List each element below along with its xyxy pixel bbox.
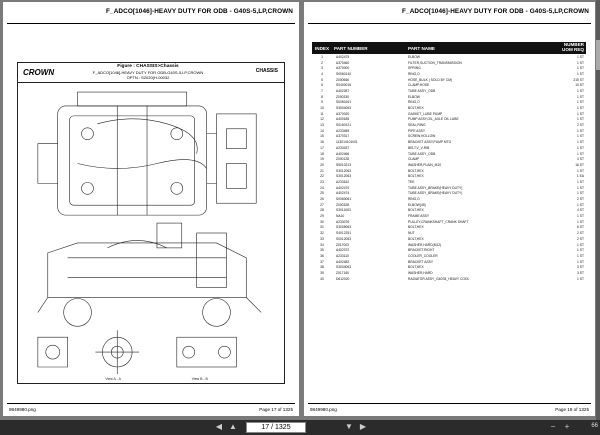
cell-qty-uom: 2 ST [577, 236, 584, 241]
figure-name: CHASSIS [255, 68, 278, 74]
cell-index: 24 [320, 185, 324, 190]
cell-part-name: CLAMP [408, 157, 420, 162]
cell-part-number: S5010213 [336, 162, 352, 167]
cell-qty-uom: 1 ST [577, 248, 584, 253]
cell-index: 38 [320, 265, 324, 270]
footer-page-number: Page 18 of 1325 [555, 407, 589, 412]
page-header: F_ADCO[1046]-HEAVY DUTY FOR ODB - G40S-5,LP,CROWN [402, 8, 589, 15]
cell-part-name: BOLT,HEX [408, 208, 424, 213]
col-part-number: PART NUMBER [334, 45, 368, 51]
svg-text:CROWN: CROWN [23, 68, 55, 77]
cell-qty-uom: 6 ST [577, 225, 584, 230]
page-number-input[interactable]: 17 / 1325 [246, 422, 306, 433]
cell-part-name: BOLT,HEX [408, 106, 424, 111]
cell-part-name: TUBE ASSY_ODB [408, 151, 436, 156]
cell-part-name: BRACKET ASSY [408, 259, 434, 264]
cell-index: 21 [320, 168, 324, 173]
cell-index: 23 [320, 179, 324, 184]
cell-index: 19 [320, 157, 324, 162]
cell-part-number: A233437 [336, 145, 350, 150]
cell-qty-uom: 4 ST [577, 157, 584, 162]
table-row [312, 111, 586, 117]
cell-index: 18 [320, 151, 324, 156]
cell-part-number: Z000666 [336, 77, 350, 82]
cell-index: 28 [320, 208, 324, 213]
cell-part-name: RING,O [408, 197, 420, 202]
cell-index: 14 [320, 128, 324, 133]
cell-part-number: A370460 [336, 60, 350, 65]
cell-part-number: S3005063 [336, 225, 352, 230]
cell-part-name: ELBOW(45) [408, 202, 426, 207]
cell-index: 34 [320, 242, 324, 247]
cell-part-name: WASHER,HARD [408, 270, 433, 275]
table-row [312, 196, 586, 202]
col-index: INDEX [314, 45, 330, 51]
cell-index: 20 [320, 162, 324, 167]
cell-qty-uom: 1 ST [577, 106, 584, 111]
cell-qty-uom: 1 ST [577, 253, 584, 258]
figure-title [78, 64, 218, 81]
cell-part-name: SEAL,RING [408, 123, 426, 128]
cell-part-number: S0060140 [336, 71, 352, 76]
cell-part-name: COOLER_COOLER [408, 253, 438, 258]
cell-part-number: S3011063 [336, 208, 351, 213]
cell-part-number: A402466 [336, 151, 350, 156]
cell-part-name: RING,O [408, 100, 420, 105]
table-row [312, 208, 586, 214]
scrollbar-thumb[interactable] [596, 40, 600, 70]
cell-index: 33 [320, 236, 324, 241]
page-header: F_ADCO[1046]-HEAVY DUTY FOR ODB - G40S-5,LP,CROWN [106, 8, 293, 15]
cell-qty-uom: 2 ST [577, 231, 584, 236]
figure-option: OPTN.: S2020(H-00032 [126, 75, 170, 80]
cell-part-number: A400185 [336, 117, 350, 122]
cell-part-name: RING,O [408, 71, 420, 76]
cell-part-name: TUBE ASSY_ODB [408, 88, 436, 93]
vertical-scrollbar[interactable] [596, 0, 600, 420]
table-row [312, 71, 586, 77]
table-row [312, 247, 586, 253]
table-row [312, 151, 586, 157]
table-row [312, 213, 586, 219]
table-row [312, 82, 586, 88]
table-row [312, 219, 586, 225]
table-row [312, 54, 586, 60]
cell-part-number: S0060161 [336, 100, 352, 105]
cell-qty-uom: 1 ST [577, 134, 584, 139]
cell-part-name: BOLT,HEX [408, 265, 424, 270]
footer-divider [308, 403, 591, 404]
zoom-in-icon[interactable]: + [564, 422, 570, 431]
table-row [312, 156, 586, 162]
cell-index: 37 [320, 259, 324, 264]
cell-qty-uom: 16 ST [575, 162, 584, 167]
table-row [312, 270, 586, 276]
cell-qty-uom: 4 ST [577, 208, 584, 213]
parts-table [312, 42, 586, 282]
table-row [312, 242, 586, 248]
table-row [312, 264, 586, 270]
cell-qty-uom: 1 ST [577, 191, 584, 196]
table-row [312, 77, 586, 83]
cell-qty-uom: 1 ST [577, 151, 584, 156]
cell-part-name: TUBE ASSY_BRAKE(HEAVY DUTY) [408, 191, 463, 196]
cell-index: 35 [320, 248, 324, 253]
cell-part-number: D612020 [336, 276, 350, 281]
table-row [312, 185, 586, 191]
cell-part-name: GASKET_LUBE PUMP [408, 111, 443, 116]
table-row [312, 191, 586, 197]
table-row [312, 173, 586, 179]
table-row [312, 236, 586, 242]
table-row [312, 139, 586, 145]
cell-part-name: BELT,V_V-RIB [408, 145, 430, 150]
cell-part-number: A402475 [336, 54, 350, 59]
table-row [312, 253, 586, 259]
cell-qty-uom: 215 ST [573, 77, 584, 82]
cell-qty-uom: 1 ST [577, 185, 584, 190]
cell-qty-uom: 1 ST [577, 100, 584, 105]
cell-part-number: S3012063 [336, 174, 352, 179]
figure-subtitle: F_ADCO[1046]-HEAVY DUTY FOR ODB-G40S-5,LP,CROWN [92, 69, 204, 75]
cell-part-number: A402482 [336, 259, 350, 264]
cell-part-number: A370020 [336, 111, 350, 116]
cell-qty-uom: 1 ST [577, 214, 584, 219]
cell-part-name: FILTER,SUCTION_TRANSMISSION [408, 60, 462, 65]
cell-index: 22 [320, 174, 324, 179]
cell-part-number: A402287 [336, 88, 350, 93]
cell-index: 11 [320, 111, 324, 116]
cell-part-number: A402470 [336, 185, 350, 190]
cell-part-number: A233110 [336, 253, 349, 258]
cell-part-name: SCREW,HOLLOW [408, 134, 436, 139]
cell-qty-uom: 1 ST [577, 145, 584, 150]
svg-text:View B - B: View B - B [191, 376, 208, 381]
parts-table-header [312, 42, 586, 54]
cell-part-name: ELBOW [408, 94, 420, 99]
page-right [304, 2, 595, 416]
cell-part-name: RADIATOR ASSY_G40S5_HEAVY COOL [408, 276, 470, 281]
zoom-out-icon[interactable]: − [550, 422, 556, 431]
table-row [312, 202, 586, 208]
figure-titlebar [18, 63, 284, 83]
cell-index: 9 [321, 100, 323, 105]
table-row [312, 230, 586, 236]
cell-part-name: BOLT,HEX [408, 168, 424, 173]
cell-part-number: Z017160 [336, 270, 350, 275]
cell-part-name: ELBOW [408, 54, 420, 59]
cell-part-number: A233459 [336, 128, 350, 133]
cell-index: 40 [320, 276, 324, 281]
cell-index: 5 [321, 77, 323, 82]
cell-index: 16 [320, 140, 324, 145]
table-row [312, 134, 586, 140]
next-page-icon[interactable]: ▼ [345, 422, 353, 431]
table-row [312, 276, 586, 282]
table-row [312, 259, 586, 265]
header-divider [7, 23, 295, 24]
table-row [312, 117, 586, 123]
cell-part-number: 113014101001 [336, 140, 358, 145]
cell-index: 36 [320, 253, 324, 258]
cell-part-number: Z000328 [336, 202, 350, 207]
cell-part-number: S3004063 [336, 106, 352, 111]
cell-part-number: S3012063 [336, 168, 352, 173]
cell-qty-uom: 1 ST [577, 88, 584, 93]
cell-index: 32 [320, 231, 324, 236]
cell-index: 7 [321, 88, 323, 93]
header-divider [308, 23, 591, 24]
cell-index: 17 [320, 145, 324, 150]
cell-part-number: A370317 [336, 134, 350, 139]
cell-qty-uom: 1 ST [577, 111, 584, 116]
table-row [312, 88, 586, 94]
cell-index: 2 [321, 60, 323, 65]
cell-index: 10 [320, 106, 324, 111]
footer-page-number: Page 17 of 1325 [259, 407, 293, 412]
table-row [312, 105, 586, 111]
last-page-icon[interactable]: ▶ [359, 422, 367, 431]
cell-index: 13 [320, 123, 324, 128]
viewer-toolbar [0, 420, 600, 435]
chassis-drawing [18, 83, 284, 383]
cell-part-name: NUT [408, 231, 415, 236]
table-row [312, 94, 586, 100]
cell-qty-uom: 3 ST [577, 270, 584, 275]
cell-index: 30 [320, 219, 324, 224]
cell-index: 8 [321, 94, 323, 99]
cell-part-name: WASHER,HARD(M12) [408, 242, 442, 247]
figure-frame [17, 62, 285, 384]
cell-part-number: S0400016 [336, 83, 352, 88]
cell-index: 26 [320, 197, 324, 202]
cell-qty-uom: 1 ST [577, 242, 584, 247]
cell-part-number: A402072 [336, 248, 350, 253]
cell-qty-uom: 1 ST [577, 219, 584, 224]
cell-index: 25 [320, 191, 324, 196]
cell-qty-uom: 2 ST [577, 123, 584, 128]
table-row [312, 128, 586, 134]
cell-part-number: A370000 [336, 66, 350, 71]
cell-part-name: PULLEY,CRANKSHAFT_CRANK SHAFT [408, 219, 469, 224]
cell-index: 12 [320, 117, 324, 122]
cell-qty-uom: 2 ST [577, 197, 584, 202]
cell-qty-uom: 1 ST [577, 168, 584, 173]
cell-part-name: BOLT,HEX [408, 225, 424, 230]
page-left [3, 2, 299, 416]
col-qty-uom: NUMBER UOM REQ [562, 42, 584, 52]
cell-part-name: BOLT,HEX [408, 236, 424, 241]
cell-part-name: CLAMP,HOSE [408, 83, 430, 88]
table-row [312, 225, 586, 231]
cell-qty-uom: 1 ST [577, 71, 584, 76]
cell-index: 15 [320, 134, 324, 139]
parts-table-body [312, 54, 586, 282]
table-row [312, 65, 586, 71]
cell-part-name: BOLT,HEX [408, 174, 424, 179]
cell-qty-uom: 1 ST [577, 117, 584, 122]
cell-qty-uom: 1 EA [576, 174, 584, 179]
cell-index: 29 [320, 214, 324, 219]
footer-filename: 9849980.png [310, 407, 337, 412]
cell-qty-uom: 1 ST [577, 128, 584, 133]
cell-qty-uom: 1 ST [577, 66, 584, 71]
cell-part-number: S3004063 [336, 265, 352, 270]
cell-part-number: Z017003 [336, 242, 350, 247]
crown-logo [22, 67, 64, 77]
table-row [312, 122, 586, 128]
cell-index: 1 [321, 54, 323, 59]
table-row [312, 179, 586, 185]
first-page-icon[interactable]: ▲ [229, 422, 237, 431]
cell-index: 3 [321, 66, 323, 71]
cell-index: 4 [321, 71, 323, 76]
cell-qty-uom: 1 ST [577, 140, 584, 145]
cell-part-name: BRACKET,RIGHT [408, 248, 435, 253]
cell-part-number: S4012251 [336, 231, 352, 236]
cell-part-name: BRACKET ASSY,PUMP MTG [408, 140, 452, 145]
svg-text:View A - A: View A - A [105, 376, 121, 381]
table-row [312, 168, 586, 174]
table-row [312, 145, 586, 151]
col-part-name: PART NAME [408, 45, 435, 51]
cell-part-number: Z000330 [336, 94, 350, 99]
cell-qty-uom: 1 ST [577, 54, 584, 59]
cell-part-number: NA10 [336, 214, 345, 219]
figure-title-text: Figure : CHASSIS>Chassis [117, 64, 179, 69]
cell-qty-uom: 1 ST [577, 179, 584, 184]
cell-qty-uom: 1 ST [577, 276, 584, 281]
table-row [312, 162, 586, 168]
cell-qty-uom: 1 ST [577, 259, 584, 264]
cell-part-number: S0012063 [336, 236, 352, 241]
table-row [312, 100, 586, 106]
cell-part-name: WASHER,PLAIN_M10 [408, 162, 442, 167]
table-row [312, 60, 586, 66]
cell-qty-uom: 1 ST [577, 60, 584, 65]
cell-index: 6 [321, 83, 323, 88]
cell-part-number: S0160121 [336, 123, 352, 128]
cell-qty-uom: 1 ST [577, 202, 584, 207]
cell-part-name: SPRING [408, 66, 421, 71]
cell-part-number: S0060061 [336, 197, 352, 202]
cell-part-number: A402474 [336, 191, 350, 196]
zoom-level[interactable]: 66 [591, 423, 598, 429]
cell-part-name: PUMP ASSY,OIL_AXLE OIL LUBE [408, 117, 459, 122]
footer-divider [7, 403, 295, 404]
cell-qty-uom: 3 ST [577, 265, 584, 270]
cell-index: 31 [320, 225, 324, 230]
prev-page-icon[interactable]: ◀ [215, 422, 223, 431]
cell-part-number: A233076 [336, 219, 350, 224]
cell-qty-uom: 1 ST [577, 94, 584, 99]
cell-part-name: TEE [408, 179, 415, 184]
cell-part-name: TUBE ASSY_BRAKE(HEAVY DUTY) [408, 185, 463, 190]
cell-part-name: HOSE_BULK ( SOLD BY CM) [408, 77, 453, 82]
cell-part-name: PIPE ASSY [408, 128, 426, 133]
footer-filename: 9849980.png [9, 407, 36, 412]
cell-part-number: Z000128 [336, 157, 350, 162]
cell-part-number: A233162 [336, 179, 350, 184]
cell-index: 39 [320, 270, 324, 275]
cell-index: 27 [320, 202, 324, 207]
cell-part-name: FRAME ASSY [408, 214, 430, 219]
cell-qty-uom: 10 ST [575, 83, 584, 88]
